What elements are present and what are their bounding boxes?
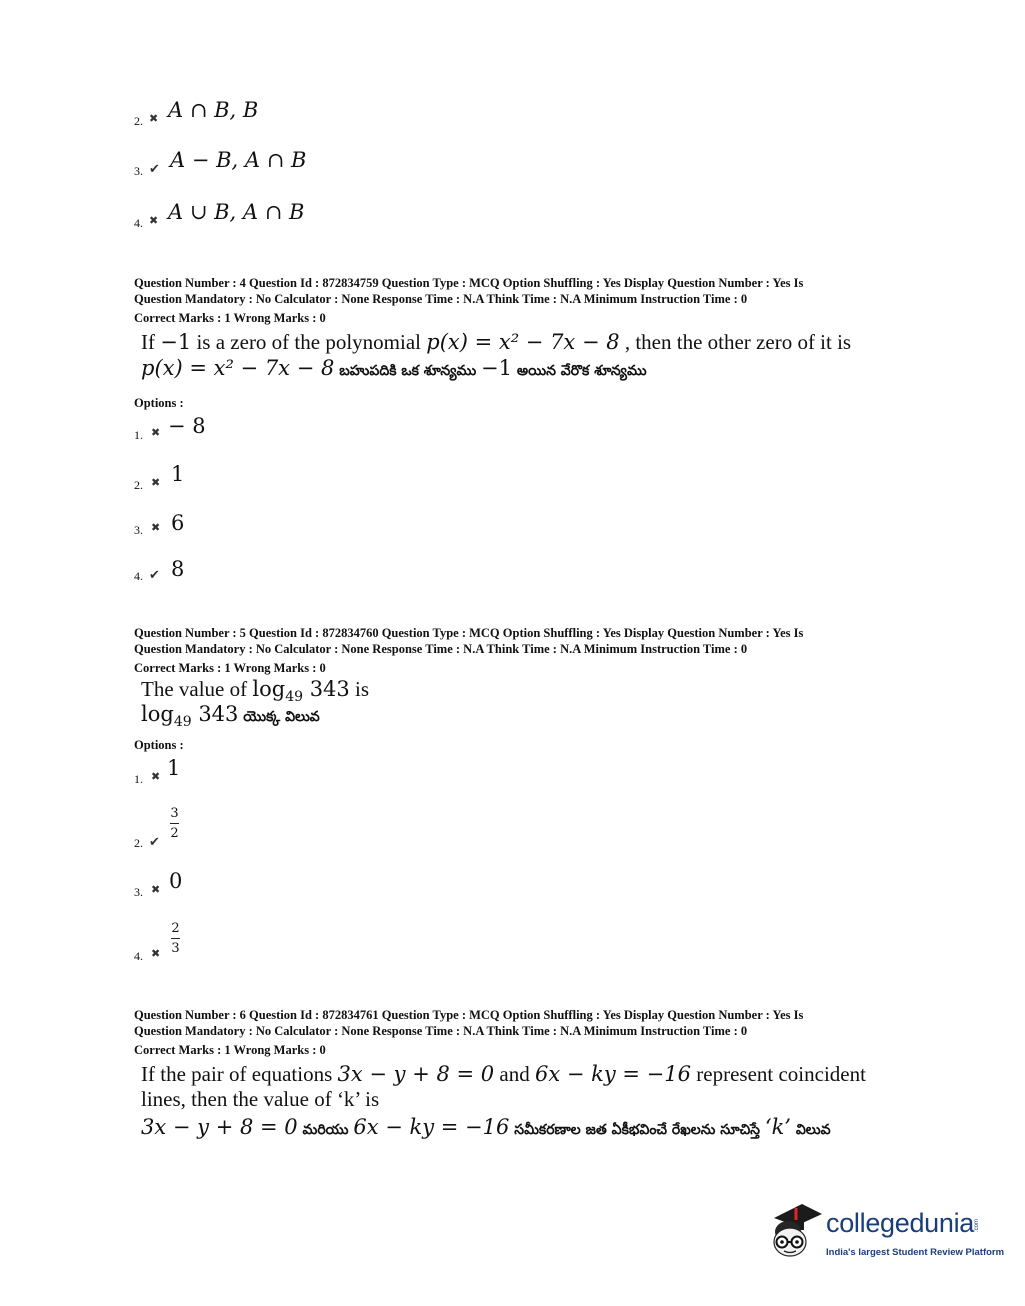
- option-number: 1.: [134, 428, 143, 442]
- fraction-numerator: 2: [171, 921, 180, 936]
- q6-text-english: [141, 1062, 866, 1087]
- q5-telugu-part: యొక్క విలువ: [238, 709, 320, 725]
- option-number: 2.: [134, 114, 143, 128]
- brand-name: collegedunia: [826, 1208, 975, 1238]
- q4-math: −1: [160, 330, 192, 354]
- q4-math: p(x) = x² − 7x − 8: [141, 356, 335, 380]
- q5-math: 343: [303, 677, 350, 701]
- q5-meta: [134, 626, 803, 677]
- brand-row: [826, 1208, 980, 1239]
- wrong-mark-icon: ✖: [151, 477, 161, 489]
- q6-text-english-line2: lines, then the value of ‘k’ is: [141, 1087, 380, 1111]
- q6-math: ‘k’: [764, 1115, 791, 1139]
- correct-mark-icon: ✔: [149, 567, 160, 582]
- option-value: A ∩ B, B: [168, 98, 259, 122]
- q4-marks: Correct Marks : 1 Wrong Marks : 0: [134, 311, 326, 325]
- q6-math: 3x − y + 8 = 0: [337, 1062, 495, 1086]
- q6-marks: Correct Marks : 1 Wrong Marks : 0: [134, 1043, 326, 1057]
- option-number: 4.: [134, 949, 143, 963]
- q6-text-part: If the pair of equations: [141, 1062, 338, 1086]
- q5-math: 343: [191, 702, 239, 726]
- q6-math: 6x − ky = −16: [353, 1115, 510, 1139]
- q4-text-part: If: [141, 330, 161, 354]
- q5-math-sub: 49: [173, 714, 192, 731]
- collegedunia-logo: [766, 1196, 1005, 1268]
- q4-text-english: [141, 330, 851, 355]
- wrong-mark-icon: ✖: [151, 884, 161, 896]
- fraction-numerator: 3: [170, 806, 179, 821]
- q4-math: p(x) = x² − 7x − 8: [426, 330, 620, 354]
- q5-text-part: The value of: [141, 677, 253, 701]
- wrong-mark-icon: ✖: [149, 215, 159, 227]
- option-value: 1: [171, 462, 185, 486]
- option-value: − 8: [168, 414, 206, 438]
- q6-math: 3x − y + 8 = 0: [141, 1115, 298, 1139]
- q4-math: −1: [481, 356, 513, 380]
- q6-text-part: and: [494, 1062, 535, 1086]
- q4-text-part: is a zero of the polynomial: [191, 330, 427, 354]
- q5-options-label: Options :: [134, 738, 184, 752]
- q6-telugu-part: సమీకరణాల జత ఏకీభవించే రేఖలను సూచిస్తే: [509, 1122, 765, 1138]
- q4-meta-line1: Question Number : 4 Question Id : 872834759 Question Type : MCQ Option Shuffling : Yes Display Question Number : Yes Is: [134, 276, 804, 290]
- option-value: A − B, A ∩ B: [170, 148, 307, 172]
- option-value: A ∪ B, A ∩ B: [168, 200, 305, 224]
- wrong-mark-icon: ✖: [151, 427, 161, 439]
- q6-meta-line2: Question Mandatory : No Calculator : None Response Time : N.A Think Time : N.A Minimum Instruction Time : 0: [134, 1023, 748, 1038]
- option-number: 3.: [134, 885, 143, 899]
- option-number: 1.: [134, 772, 143, 786]
- q6-text-telugu: [141, 1115, 831, 1143]
- q6-telugu-part: మరియు: [297, 1122, 354, 1138]
- q4-options-label: Options :: [134, 396, 184, 410]
- brand-tagline: India's largest Student Review Platform: [826, 1247, 1005, 1258]
- q4-meta: [134, 276, 803, 327]
- q6-meta-line1: Question Number : 6 Question Id : 872834761 Question Type : MCQ Option Shuffling : Yes Display Question Number : Yes Is: [134, 1008, 804, 1022]
- q6-telugu-part: విలువ: [790, 1122, 831, 1138]
- fraction-value: [171, 923, 180, 955]
- option-number: 3.: [134, 523, 143, 537]
- q4-text-part: , then the other zero of it is: [619, 330, 852, 354]
- brand-com: .com: [974, 1218, 981, 1232]
- option-value: 8: [171, 557, 185, 581]
- q5-math-sub: 49: [285, 689, 304, 706]
- fraction-value: [170, 808, 179, 840]
- q5-math: log: [141, 702, 174, 726]
- option-value: 0: [169, 869, 183, 893]
- wrong-mark-icon: ✖: [151, 771, 161, 783]
- q5-math: log: [252, 677, 286, 701]
- q4-text-telugu: [141, 356, 647, 384]
- option-number: 2.: [134, 478, 143, 492]
- q6-math: 6x − ky = −16: [535, 1062, 692, 1086]
- q4-meta-line2: Question Mandatory : No Calculator : None Response Time : N.A Think Time : N.A Minimum Instruction Time : 0: [134, 291, 748, 306]
- option-number: 3.: [134, 164, 143, 178]
- option-number: 2.: [134, 836, 143, 850]
- fraction-bar: [171, 938, 180, 939]
- q5-text-telugu: [141, 702, 320, 735]
- option-value: 1: [167, 756, 181, 780]
- q4-telugu-part: అయిన వేరొక శూన్యము: [512, 363, 647, 379]
- option-number: 4.: [134, 569, 143, 583]
- q6-meta: [134, 1008, 803, 1059]
- mascot-icon: [766, 1198, 826, 1264]
- q5-marks: Correct Marks : 1 Wrong Marks : 0: [134, 661, 326, 675]
- option-value: 6: [171, 511, 185, 535]
- q5-meta-line2: Question Mandatory : No Calculator : None Response Time : N.A Think Time : N.A Minimum Instruction Time : 0: [134, 641, 748, 656]
- fraction-denominator: 3: [171, 941, 180, 956]
- q5-text-part: is: [349, 677, 370, 701]
- correct-mark-icon: ✔: [149, 161, 160, 176]
- wrong-mark-icon: ✖: [149, 113, 159, 125]
- correct-mark-icon: ✔: [149, 834, 160, 849]
- wrong-mark-icon: ✖: [151, 522, 161, 534]
- wrong-mark-icon: ✖: [151, 948, 161, 960]
- option-number: 4.: [134, 216, 143, 230]
- q4-telugu-part: బహుపదికి ఒక శూన్యము: [334, 363, 482, 379]
- fraction-bar: [170, 823, 179, 824]
- q6-text-part: represent coincident: [691, 1062, 866, 1086]
- q5-meta-line1: Question Number : 5 Question Id : 872834760 Question Type : MCQ Option Shuffling : Yes Display Question Number : Yes Is: [134, 626, 804, 640]
- fraction-denominator: 2: [170, 826, 179, 841]
